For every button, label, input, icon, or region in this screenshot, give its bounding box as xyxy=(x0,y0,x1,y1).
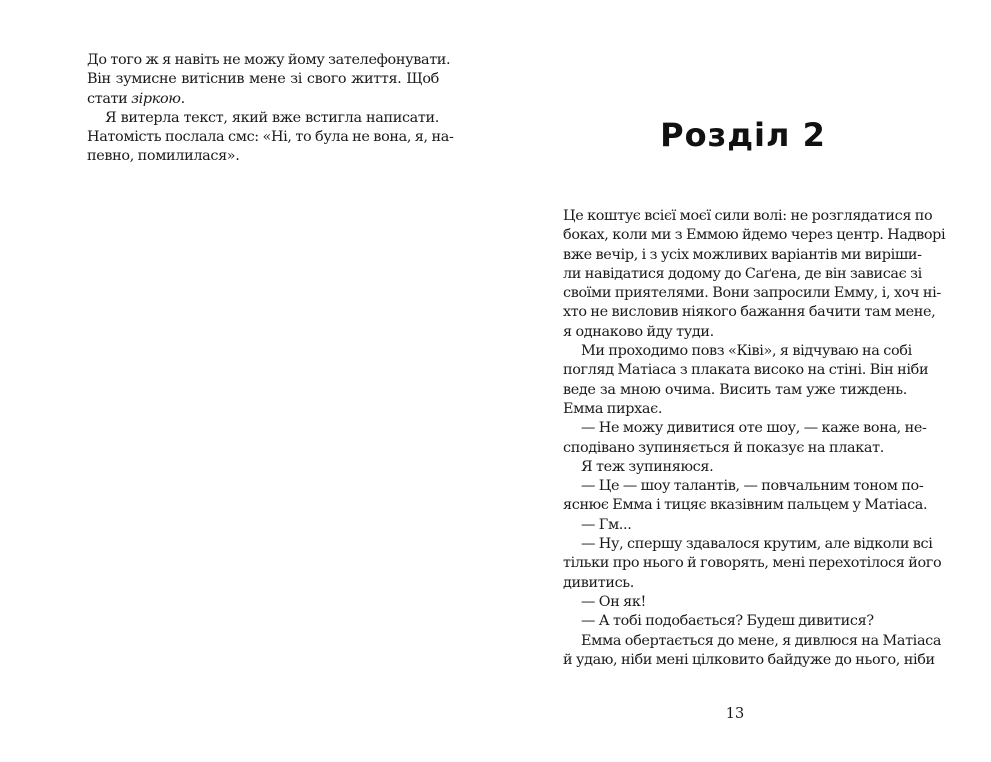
text-line: Він зумисне витіснив мене зі свого життя. Щоб xyxy=(87,71,439,88)
text-line: своїми приятелями. Вони запросили Емму, і, хоч ні- xyxy=(563,285,941,302)
text-line: дивитись. xyxy=(563,574,635,591)
text-line: яснює Емма і тицяє вказівним пальцем у Матіаса. xyxy=(563,497,928,514)
dialogue-line: — Ну, спершу здавалося крутим, але відколи всі xyxy=(581,536,933,553)
right-page-text xyxy=(563,207,946,670)
text-line: Натомість послала смс: «Ні, то була не вона, я, на- xyxy=(87,129,454,146)
text-line xyxy=(87,90,439,109)
text-line: Емма обертається до мене, я дивлюся на Матіаса xyxy=(581,632,942,649)
text-line: Я теж зупиняюся. xyxy=(581,458,714,475)
dialogue-line: — Гм... xyxy=(581,516,632,533)
dialogue-line: — Не можу дивитися оте шоу, — каже вона, не- xyxy=(581,420,927,437)
text-line: Емма пирхає. xyxy=(563,400,663,417)
text-line: боках, коли ми з Еммою йдемо через центр. Надворі xyxy=(563,227,946,244)
text-line-start: стати xyxy=(87,90,132,107)
text-line: Це коштує всієї моєї сили волі: не розглядатися по xyxy=(563,208,933,224)
text-line: Я витерла текст, який вже встигла написати. xyxy=(105,109,439,126)
left-page-text xyxy=(87,51,454,167)
emphasized-word: зіркою xyxy=(131,90,181,107)
page-number: 13 xyxy=(725,706,745,722)
right-page xyxy=(495,0,991,762)
text-line: певно, помилилася». xyxy=(87,148,240,165)
text-line: й удаю, ніби мені цілковито байдуже до нього, ніби xyxy=(563,651,935,668)
text-line: До того ж я навіть не можу йому зателефонувати. xyxy=(87,52,451,68)
left-page xyxy=(0,0,495,762)
text-line: Ми проходимо повз «Ківі», я відчуваю на собі xyxy=(581,343,912,360)
dialogue-line: — Он як! xyxy=(581,593,646,610)
text-line: погляд Матіаса з плаката високо на стіні. Він ніби xyxy=(563,362,929,379)
chapter-title: Розділ 2 xyxy=(660,116,826,154)
text-line-end: . xyxy=(180,90,185,107)
text-line: сподівано зупиняється й показує на плакат. xyxy=(563,439,884,456)
text-line: я однаково йду туди. xyxy=(563,323,714,340)
dialogue-line: — Це — шоу талантів, — повчальним тоном по- xyxy=(581,478,924,495)
text-line: тільки про нього й говорять, мені перехотілося його xyxy=(563,555,942,572)
text-line: вже вечір, і з усіх можливих варіантів ми виріши- xyxy=(563,246,922,263)
text-line: хто не висловив ніякого бажання бачити там мене, xyxy=(563,304,936,321)
text-line: веде за мною очима. Висить там уже тиждень. xyxy=(563,381,907,398)
dialogue-line: — А тобі подобається? Будеш дивитися? xyxy=(581,613,874,630)
text-line: ли навідатися додому до Саґена, де він зависає зі xyxy=(563,265,922,282)
